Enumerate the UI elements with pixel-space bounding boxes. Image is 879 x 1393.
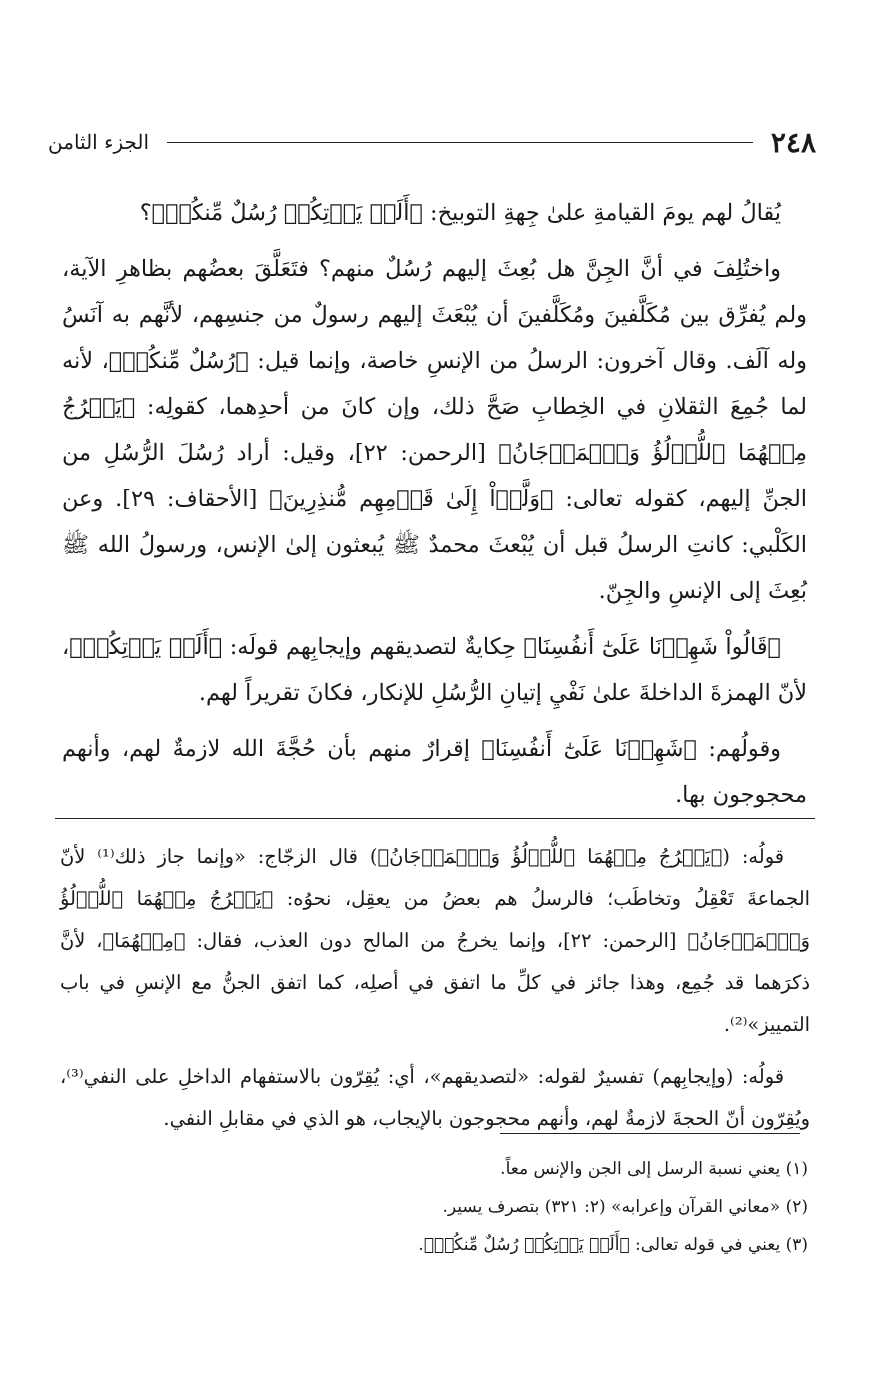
footnote-2: (٢) «معاني القرآن وإعرابه» (٢: ٣٢١) بتصرف يسير.: [442, 1197, 808, 1217]
header-rule: [167, 142, 753, 143]
commentary-text: [60, 836, 810, 1140]
main-paragraph-4: وقولُهم: ﴿شَهِدۡنَا عَلَىٰٓ أَنفُسِنَا﴾ إقرارٌ منهم بأن حُجَّةَ الله لازمةٌ لهم، وأنهم محجوجون بها.: [62, 736, 807, 808]
main-text: [62, 190, 807, 818]
footnotes: [60, 1150, 808, 1264]
main-paragraph-3: ﴿قَالُواْ شَهِدۡنَا عَلَىٰٓ أَنفُسِنَا﴾ حِكايةٌ لتصديقهم وإيجابِهم قولَه: ﴿أَلَمۡ يَأۡتِكُمۡ﴾، لأنّ الهمزةَ الداخلةَ علىٰ نَفْيِ إتيانِ الرُّسُلِ للإنكار، فكانَ تقريراً لهم.: [62, 634, 807, 706]
footnote-1: (١) يعني نسبة الرسل إلى الجن والإنس معاً.: [500, 1159, 808, 1179]
footnote-3: (٣) يعني في قوله تعالى: ﴿أَلَمۡ يَأۡتِكُمۡ رُسُلٌ مِّنكُمۡ﴾.: [418, 1235, 808, 1255]
page-number: ٢٤٨: [770, 125, 816, 159]
main-paragraph-2: واختُلِفَ في أنَّ الجِنَّ هل بُعِثَ إليهم رُسُلٌ منهم؟ فتَعَلَّقَ بعضُهم بظاهرِ الآية، ولم يُفرِّق بين مُكَلَّفينَ ومُكَلَّفينَ أن يُبْعَثَ إليهم رسولٌ من جنسِهم، لأنَّهم به آنَسُ وله آلَف. وقال آخرون: الرسلُ من الإنسِ خاصة، وإنما قيل: ﴿رُسُلٌ مِّنكُمۡ﴾، لأنه لما جُمِعَ الثقلانِ في الخِطابِ صَحَّ ذلك، وإن كانَ من أحدِهما، كقولِه: ﴿يَخۡرُجُ مِنۡهُمَا ٱللُّؤۡلُؤُ وَٱلۡمَرۡجَانُ﴾ [الرحمن: ٢٢]، وقيل: أراد رُسُلَ الرُّسُلِ من الجنِّ إليهم، كقوله تعالى: ﴿وَلَّوۡاْ إِلَىٰ قَوۡمِهِم مُّنذِرِينَ﴾ [الأحقاف: ٢٩]. وعن الكَلْبي: كانتِ الرسلُ قبل أن يُبْعثَ محمدٌ ﷺ يُبعثون إلىٰ الإنس، ورسولُ الله ﷺ بُعِثَ إلى الإنسِ والجِنّ.: [62, 256, 807, 604]
volume-title: الجزء الثامن: [48, 130, 150, 154]
page-header: [48, 122, 816, 162]
commentary-paragraph-2: قولُه: (وإيجابِهم) تفسيرٌ لقوله: «لتصديقهم»، أي: يُقِرّون بالاستفهام الداخلِ على النفي⁽³⁾، ويُقِرّون أنّ الحجةَ لازمةٌ لهم، وأنهم محجوجون بالإيجاب، هو الذي في مقابلِ النفي.: [60, 1065, 810, 1130]
footnote-divider: [500, 1133, 800, 1134]
main-paragraph-1: يُقالُ لهم يومَ القيامةِ علىٰ جِهةِ التوبيخ: ﴿أَلَمۡ يَأۡتِكُمۡ رُسُلٌ مِّنكُمۡ﴾؟: [139, 200, 781, 226]
commentary-paragraph-1: قولُه: (﴿يَخۡرُجُ مِنۡهُمَا ٱللُّؤۡلُؤُ وَٱلۡمَرۡجَانُ﴾) قال الزجّاج: «وإنما جاز ذلك⁽¹⁾ لأنّ الجماعةَ تَعْقِلُ وتخاطَب؛ فالرسلُ هم بعضُ من يعقِل، نحوُه: ﴿يَخۡرُجُ مِنۡهُمَا ٱللُّؤۡلُؤُ وَٱلۡمَرۡجَانُ﴾ [الرحمن: ٢٢]، وإنما يخرجُ من المالح دون العذب، فقال: ﴿مِنۡهُمَا﴾، لأنَّ ذكرَهما قد جُمِع، وهذا جائز في كلِّ ما اتفق في أصلِه، كما اتفق الجنُّ مع الإنسِ في باب التمييز»⁽²⁾.: [60, 845, 810, 1036]
commentary-divider: [55, 818, 815, 819]
